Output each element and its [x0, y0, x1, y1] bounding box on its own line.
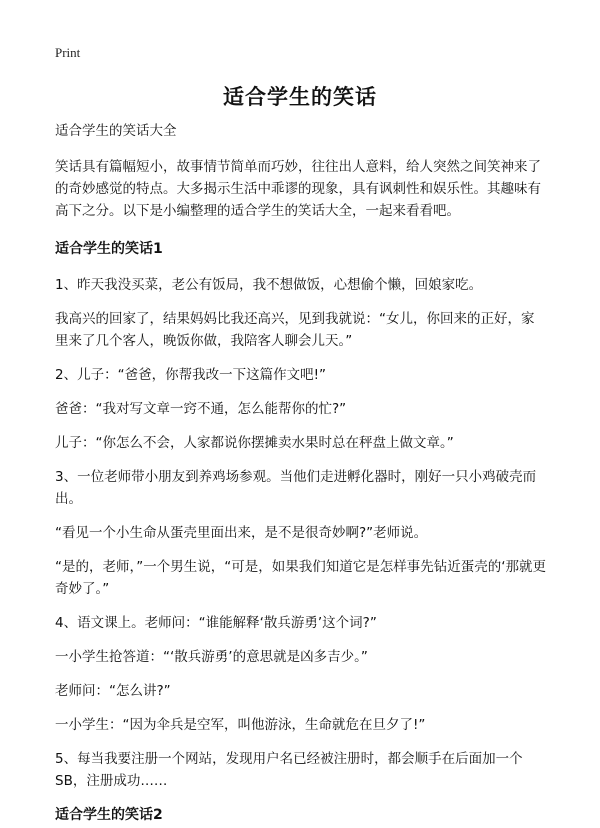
article-paragraph: 一小学生抢答道：“‘散兵游勇’的意思就是凶多吉少。” [55, 649, 368, 665]
article-paragraph: 老师问：“怎么讲?” [55, 683, 171, 699]
article-paragraph: 爸爸：“我对写文章一窍不通，怎么能帮你的忙?” [55, 401, 347, 417]
article-paragraph: 我高兴的回家了，结果妈妈比我还高兴，见到我就说：“女儿，你回来的正好，家里来了几个客人，晚饭你做，我陪客人聊会儿天。” [55, 311, 535, 349]
print-link[interactable]: Print [55, 45, 81, 60]
page-title: 适合学生的笑话 [223, 85, 377, 109]
article-paragraph: “看见一个小生命从蛋壳里面出来，是不是很奇妙啊?”老师说。 [55, 525, 428, 541]
article-paragraph: 1、昨天我没买菜，老公有饭局，我不想做饭，心想偷个懒，回娘家吃。 [55, 277, 483, 293]
article-paragraph: 4、语文课上。老师问：“谁能解释‘散兵游勇’这个词?” [55, 615, 377, 631]
article-paragraph: 5、每当我要注册一个网站，发现用户名已经被注册时，都会顺手在后面加一个SB，注册成功…… [55, 751, 523, 789]
article-intro: 笑话具有篇幅短小，故事情节简单而巧妙，往往出人意料，给人突然之间笑神来了的奇妙感觉的特点。大多揭示生活中乖谬的现象，具有讽刺性和娱乐性。其趣味有高下之分。以下是小编整理的适合学生的笑话大全，一起来看看吧。 [55, 159, 541, 219]
section-heading-2: 适合学生的笑话2 [55, 807, 163, 823]
article-paragraph: “是的，老师，”一个男生说，“可是，如果我们知道它是怎样事先钻近蛋壳的‘那就更奇妙了。” [55, 559, 547, 597]
section-heading-1: 适合学生的笑话1 [55, 241, 163, 257]
article-paragraph: 3、一位老师带小朋友到养鸡场参观。当他们走进孵化器时，刚好一只小鸡破壳而出。 [55, 469, 537, 507]
article-paragraph: 儿子：“你怎么不会，人家都说你摆摊卖水果时总在秤盘上做文章。” [55, 435, 454, 451]
article-subtitle: 适合学生的笑话大全 [55, 123, 177, 139]
article-body [55, 120, 547, 828]
article-paragraph: 2、儿子：“爸爸，你帮我改一下这篇作文吧!” [55, 367, 326, 383]
article-paragraph: 一小学生：“因为伞兵是空军，叫他游泳，生命就危在旦夕了!” [55, 717, 426, 733]
